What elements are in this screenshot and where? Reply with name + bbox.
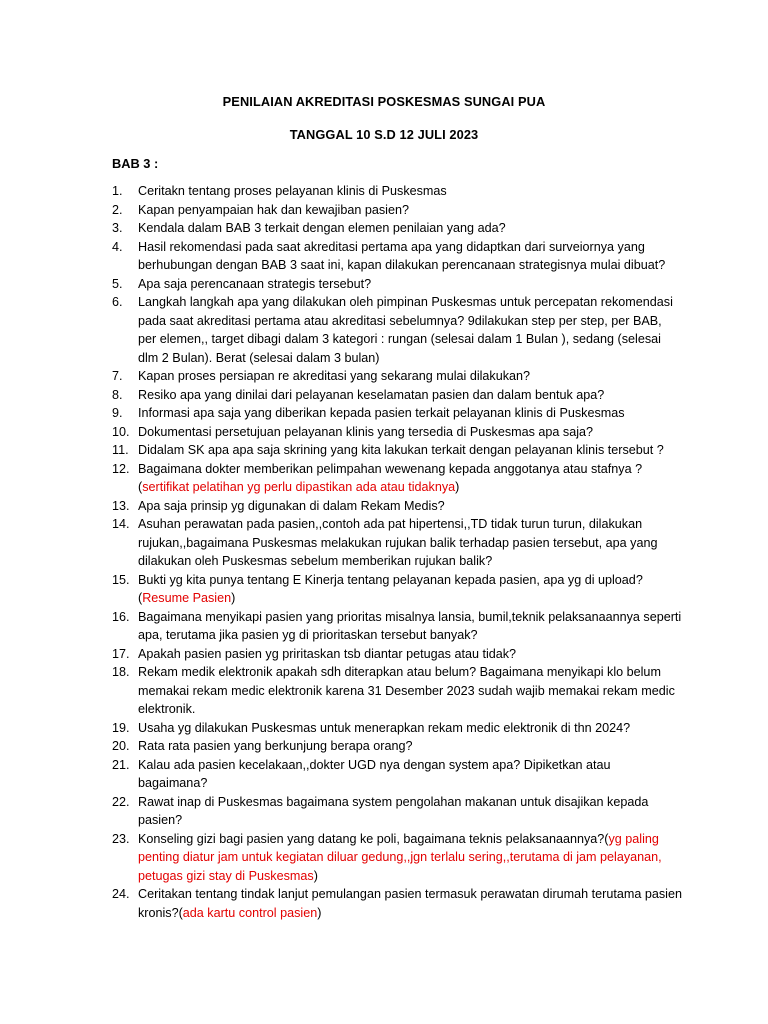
list-item-text [138, 737, 682, 756]
highlighted-answer: Resume Pasien [142, 591, 232, 605]
highlighted-answer: yg paling penting diatur jam untuk kegiatan diluar gedung,,jgn terlalu sering,,terutama di jam pelayanan, petugas gizi stay di Puskesmas [138, 831, 662, 883]
question-text: Langkah langkah apa yang dilakukan oleh pimpinan Puskesmas untuk percepatan rekomendasi pada saat akreditasi pertama atau akreditasi sebelumnya? 9dilakukan step per step, per BAB, per elemen,, target dibagi dalam 3 kategori : rungan (selesai dalam 1 Bulan ), sedang (selesai dlm 2 Bulan). Berat (selesai dalam 3 bulan) [138, 295, 673, 365]
question-text: Kapan penyampaian hak dan kewajiban pasien? [138, 202, 409, 217]
list-item [112, 719, 682, 738]
list-item-text [138, 830, 682, 886]
question-text: Ceritakn tentang proses pelayanan klinis di Puskesmas [138, 184, 447, 198]
list-item-text [138, 404, 682, 423]
section-heading: BAB 3 : [112, 156, 159, 171]
list-item-text [138, 423, 682, 442]
list-item-number: 20. [112, 739, 130, 753]
list-item-number: 19. [112, 720, 130, 735]
list-item-number: 4. [112, 239, 123, 254]
list-item-text [138, 608, 682, 645]
question-text: Kalau ada pasien kecelakaan,,dokter UGD nya dengan system apa? Dipiketkan atau bagaimana? [138, 757, 611, 790]
list-item [112, 885, 682, 922]
list-item-text [138, 497, 682, 516]
question-text: Bagaimana dokter memberikan pelimpahan wewenang kepada anggotanya atau stafnya ? ( [138, 461, 643, 494]
list-item [112, 441, 682, 460]
list-item-number: 11. [112, 443, 129, 457]
list-item-number: 23. [112, 831, 130, 846]
question-text: Rekam medik elektronik apakah sdh diterapkan atau belum? Bagaimana menyikapi klo belum memakai rekam medic elektronik karena 31 Desember 2023 sudah wajib memakai rekam medic elektronik. [138, 665, 675, 716]
list-item-text [138, 238, 682, 275]
list-item-number: 16. [112, 609, 130, 624]
list-item-number: 21. [112, 757, 130, 772]
highlighted-answer: sertifikat pelatihan yg perlu dipastikan ada atau tidaknya [142, 480, 456, 494]
list-item-text [138, 793, 682, 830]
list-item [112, 460, 682, 497]
question-text: Rawat inap di Puskesmas bagaimana system pengolahan makanan untuk disajikan kepada pasien? [138, 794, 649, 827]
list-item-number: 18. [112, 665, 130, 679]
question-text: Dokumentasi persetujuan pelayanan klinis yang tersedia di Puskesmas apa saja? [138, 424, 594, 439]
list-item-number: 8. [112, 387, 123, 402]
list-item [112, 201, 682, 220]
question-list [112, 182, 682, 922]
question-text: Resiko apa yang dinilai dari pelayanan keselamatan pasien dan dalam bentuk apa? [138, 387, 605, 402]
list-item-text [138, 275, 682, 294]
list-item-text [138, 756, 682, 793]
question-text: ) [231, 591, 236, 605]
list-item-text [138, 219, 682, 238]
list-item-text [138, 441, 682, 460]
list-item-number: 10. [112, 424, 130, 439]
question-text: Hasil rekomendasi pada saat akreditasi pertama apa yang didaptkan dari surveiornya yang berhubungan dengan BAB 3 saat ini, kapan dilakukan perencanaan strategisnya mulai dibuat? [138, 239, 666, 272]
list-item [112, 663, 682, 719]
list-item [112, 645, 682, 664]
list-item-number: 6. [112, 295, 123, 309]
list-item-number: 15. [112, 572, 130, 587]
document-date: TANGGAL 10 S.D 12 JULI 2023 [289, 127, 479, 142]
list-item [112, 238, 682, 275]
list-item [112, 793, 682, 830]
question-text: Apakah pasien pasien yg priritaskan tsb diantar petugas atau tidak? [138, 646, 517, 661]
list-item-text [138, 571, 682, 608]
list-item-number: 12. [112, 461, 130, 476]
list-item-number: 7. [112, 369, 123, 383]
list-item [112, 737, 682, 756]
question-text: Konseling gizi bagi pasien yang datang ke poli, bagaimana teknis pelaksanaannya?( [138, 831, 609, 846]
question-text: ) [317, 905, 322, 920]
list-item-number: 3. [112, 221, 123, 235]
list-item-text [138, 201, 682, 220]
list-item [112, 386, 682, 405]
question-text: Kendala dalam BAB 3 terkait dengan elemen penilaian yang ada? [138, 221, 506, 235]
question-text: Usaha yg dilakukan Puskesmas untuk menerapkan rekam medic elektronik di thn 2024? [138, 720, 631, 735]
list-item-text [138, 719, 682, 738]
list-item [112, 219, 682, 238]
question-text: Ceritakan tentang tindak lanjut pemulangan pasien termasuk perawatan dirumah terutama pasien kronis?( [138, 887, 682, 920]
question-text: ) [313, 868, 318, 883]
list-item [112, 293, 682, 367]
list-item [112, 275, 682, 294]
list-item-number: 22. [112, 794, 130, 809]
list-item-text [138, 182, 682, 201]
list-item-number: 9. [112, 406, 123, 420]
question-text: Apa saja perencanaan strategis tersebut? [138, 276, 372, 291]
list-item-text [138, 367, 682, 386]
question-text: Rata rata pasien yang berkunjung berapa orang? [138, 739, 413, 753]
question-text: Apa saja prinsip yg digunakan di dalam Rekam Medis? [138, 498, 445, 513]
list-item [112, 571, 682, 608]
list-item [112, 756, 682, 793]
list-item-text [138, 386, 682, 405]
question-text: Bagaimana menyikapi pasien yang prioritas misalnya lansia, bumil,teknik pelaksanaannya seperti apa, terutama jika pasien yg di prioritaskan tersebut banyak? [138, 609, 682, 642]
list-item [112, 830, 682, 886]
list-item-number: 14. [112, 517, 130, 531]
list-item [112, 423, 682, 442]
list-item [112, 608, 682, 645]
list-item-number: 13. [112, 498, 130, 513]
question-text: Asuhan perawatan pada pasien,,contoh ada pat hipertensi,,TD tidak turun turun, dilakukan rujukan,,bagaimana Puskesmas melakukan rujukan balik terhadap pasien tersebut, apa yang dilakukan oleh Puskesmas sebelum memberikan rujukan balik? [138, 517, 658, 568]
list-item-number: 2. [112, 202, 123, 217]
question-text: ) [455, 480, 460, 494]
list-item [112, 367, 682, 386]
list-item-number: 24. [112, 887, 130, 901]
list-item-text [138, 645, 682, 664]
list-item-number: 5. [112, 276, 123, 291]
question-text: Didalam SK apa apa saja skrining yang kita lakukan terkait dengan pelayanan klinis tersebut ? [138, 443, 664, 457]
document-title: PENILAIAN AKREDITASI POSKESMAS SUNGAI PUA [222, 94, 546, 109]
list-item-number: 1. [112, 184, 123, 198]
list-item-text [138, 460, 682, 497]
question-text: Kapan proses persiapan re akreditasi yang sekarang mulai dilakukan? [138, 369, 531, 383]
list-item-number: 17. [112, 646, 130, 661]
list-item [112, 497, 682, 516]
highlighted-answer: ada kartu control pasien [182, 905, 318, 920]
question-text: Bukti yg kita punya tentang E Kinerja tentang pelayanan kepada pasien, apa yg di upload? ( [138, 572, 643, 605]
list-item-text [138, 885, 682, 922]
list-item-text [138, 293, 682, 367]
list-item-text [138, 663, 682, 719]
list-item [112, 404, 682, 423]
list-item-text [138, 515, 682, 571]
question-text: Informasi apa saja yang diberikan kepada pasien terkait pelayanan klinis di Puskesmas [138, 406, 625, 420]
list-item [112, 515, 682, 571]
list-item [112, 182, 682, 201]
